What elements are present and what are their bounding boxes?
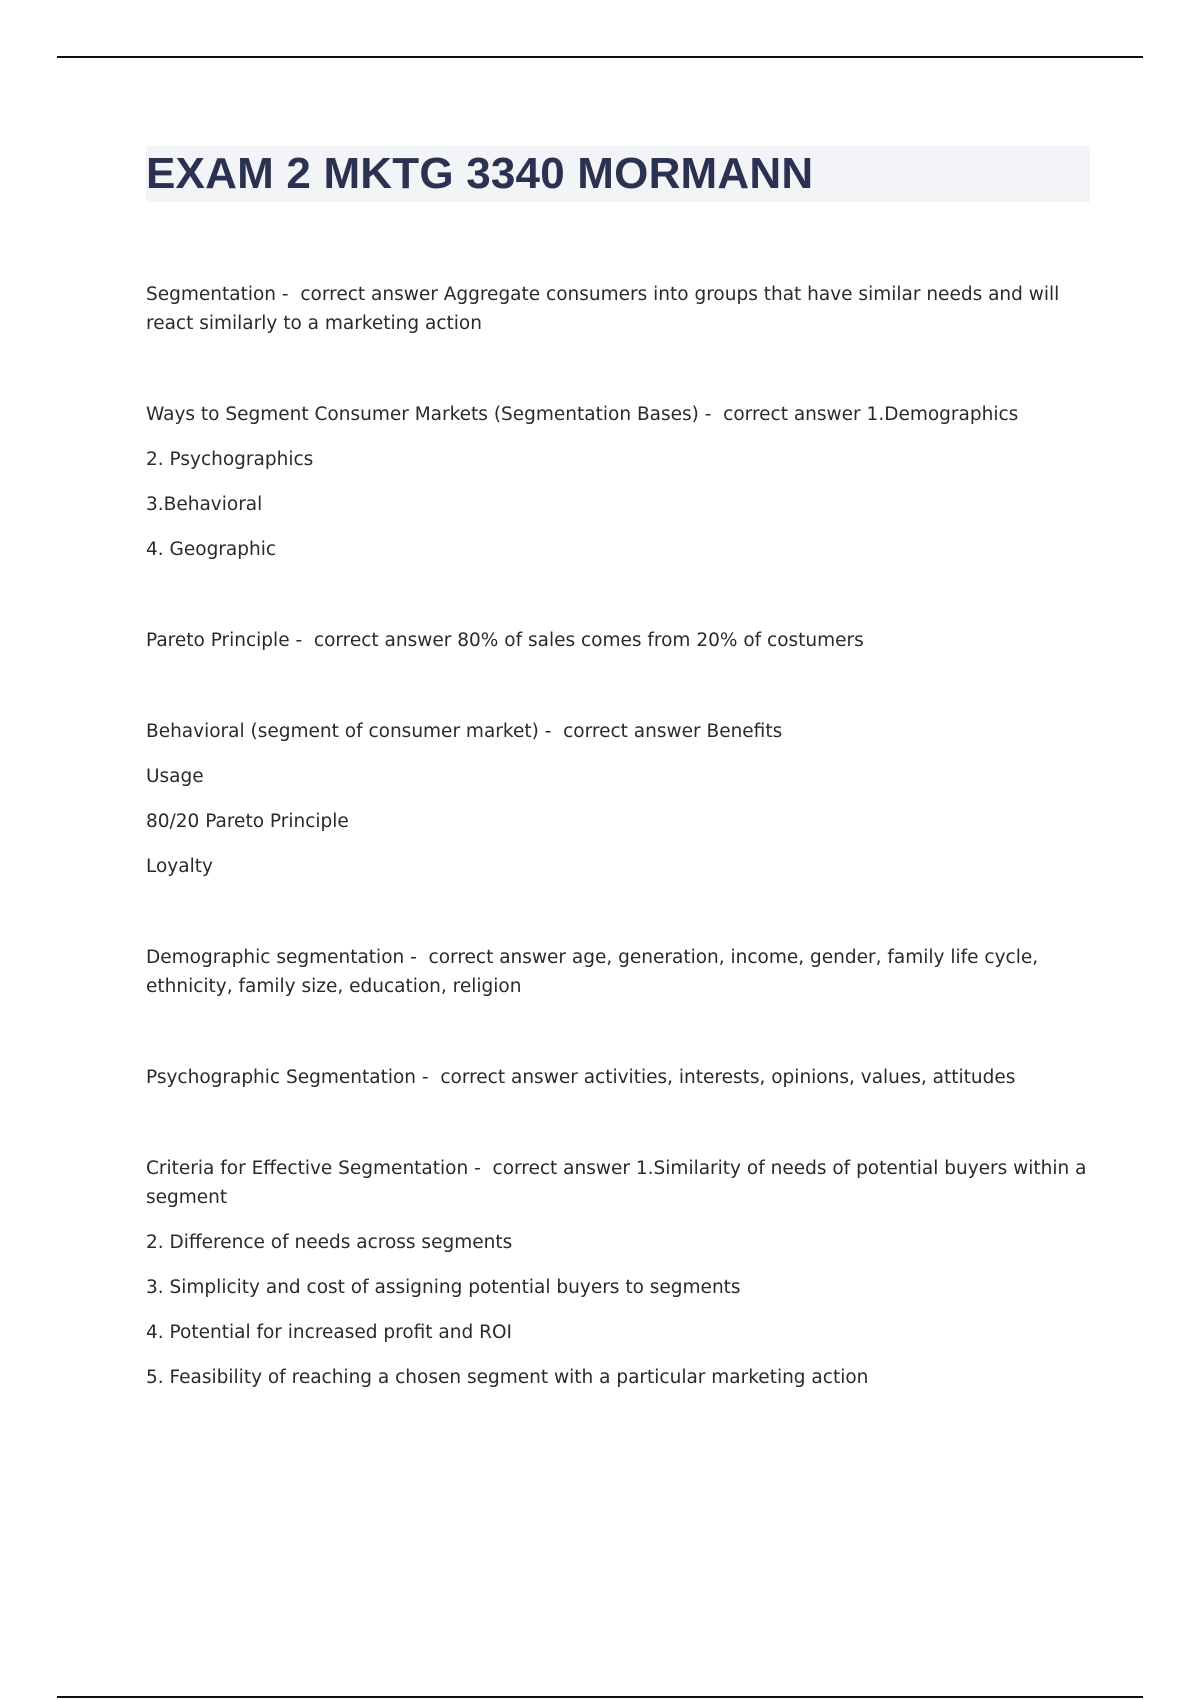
- flashcard-entry: [146, 717, 1090, 881]
- entry-separator: - correct answer: [404, 947, 572, 968]
- entry-separator: - correct answer: [698, 404, 867, 425]
- entry-term: Pareto Principle: [146, 630, 290, 651]
- entry-extra-line: Usage: [146, 766, 204, 787]
- entry-answer: 1.Similarity of needs of potential buyers within a segment: [146, 1158, 1087, 1208]
- entry-extra-line: 5. Feasibility of reaching a chosen segment with a particular marketing action: [146, 1367, 869, 1388]
- entry-extra-line: Loyalty: [146, 856, 213, 877]
- entry-separator: - correct answer: [276, 284, 444, 305]
- entry-answer: activities, interests, opinions, values, attitudes: [583, 1067, 1016, 1088]
- entry-separator: - correct answer: [289, 630, 458, 651]
- entry-term: Behavioral (segment of consumer market): [146, 721, 539, 742]
- top-rule: [57, 56, 1143, 58]
- entry-extra-line: 3.Behavioral: [146, 494, 263, 515]
- entry-separator: - correct answer: [468, 1158, 636, 1179]
- entry-term: Criteria for Effective Segmentation: [146, 1158, 469, 1179]
- entry-extra-line: 80/20 Pareto Principle: [146, 811, 349, 832]
- entry-term: Ways to Segment Consumer Markets (Segmentation Bases): [146, 404, 699, 425]
- flashcard-entry: [146, 400, 1090, 564]
- entry-answer: age, generation, income, gender, family life cycle, ethnicity, family size, education, religion: [146, 947, 1039, 997]
- title-band: [146, 146, 1090, 202]
- entry-separator: - correct answer: [538, 721, 707, 742]
- entry-extra-line: 2. Psychographics: [146, 449, 314, 470]
- entry-term: Psychographic Segmentation: [146, 1067, 417, 1088]
- entry-separator: - correct answer: [416, 1067, 584, 1088]
- flashcard-list: [146, 280, 1090, 1454]
- entry-answer: Aggregate consumers into groups that have similar needs and will react similarly to a marketing action: [146, 284, 1060, 334]
- page-title: EXAM 2 MKTG 3340 MORMANN: [146, 149, 814, 198]
- entry-extra-line: 4. Geographic: [146, 539, 277, 560]
- entry-answer: 1.Demographics: [866, 404, 1019, 425]
- flashcard-entry: [146, 1063, 1090, 1092]
- entry-extra-line: 2. Difference of needs across segments: [146, 1232, 513, 1253]
- entry-extra-line: 4. Potential for increased profit and ROI: [146, 1322, 512, 1343]
- entry-term: Demographic segmentation: [146, 947, 405, 968]
- entry-term: Segmentation: [146, 284, 277, 305]
- flashcard-entry: [146, 626, 1090, 655]
- flashcard-entry: [146, 1154, 1090, 1392]
- flashcard-entry: [146, 943, 1090, 1001]
- entry-answer: Benefits: [706, 721, 783, 742]
- flashcard-entry: [146, 280, 1090, 338]
- entry-answer: 80% of sales comes from 20% of costumers: [457, 630, 864, 651]
- bottom-rule: [57, 1696, 1143, 1698]
- entry-extra-line: 3. Simplicity and cost of assigning potential buyers to segments: [146, 1277, 741, 1298]
